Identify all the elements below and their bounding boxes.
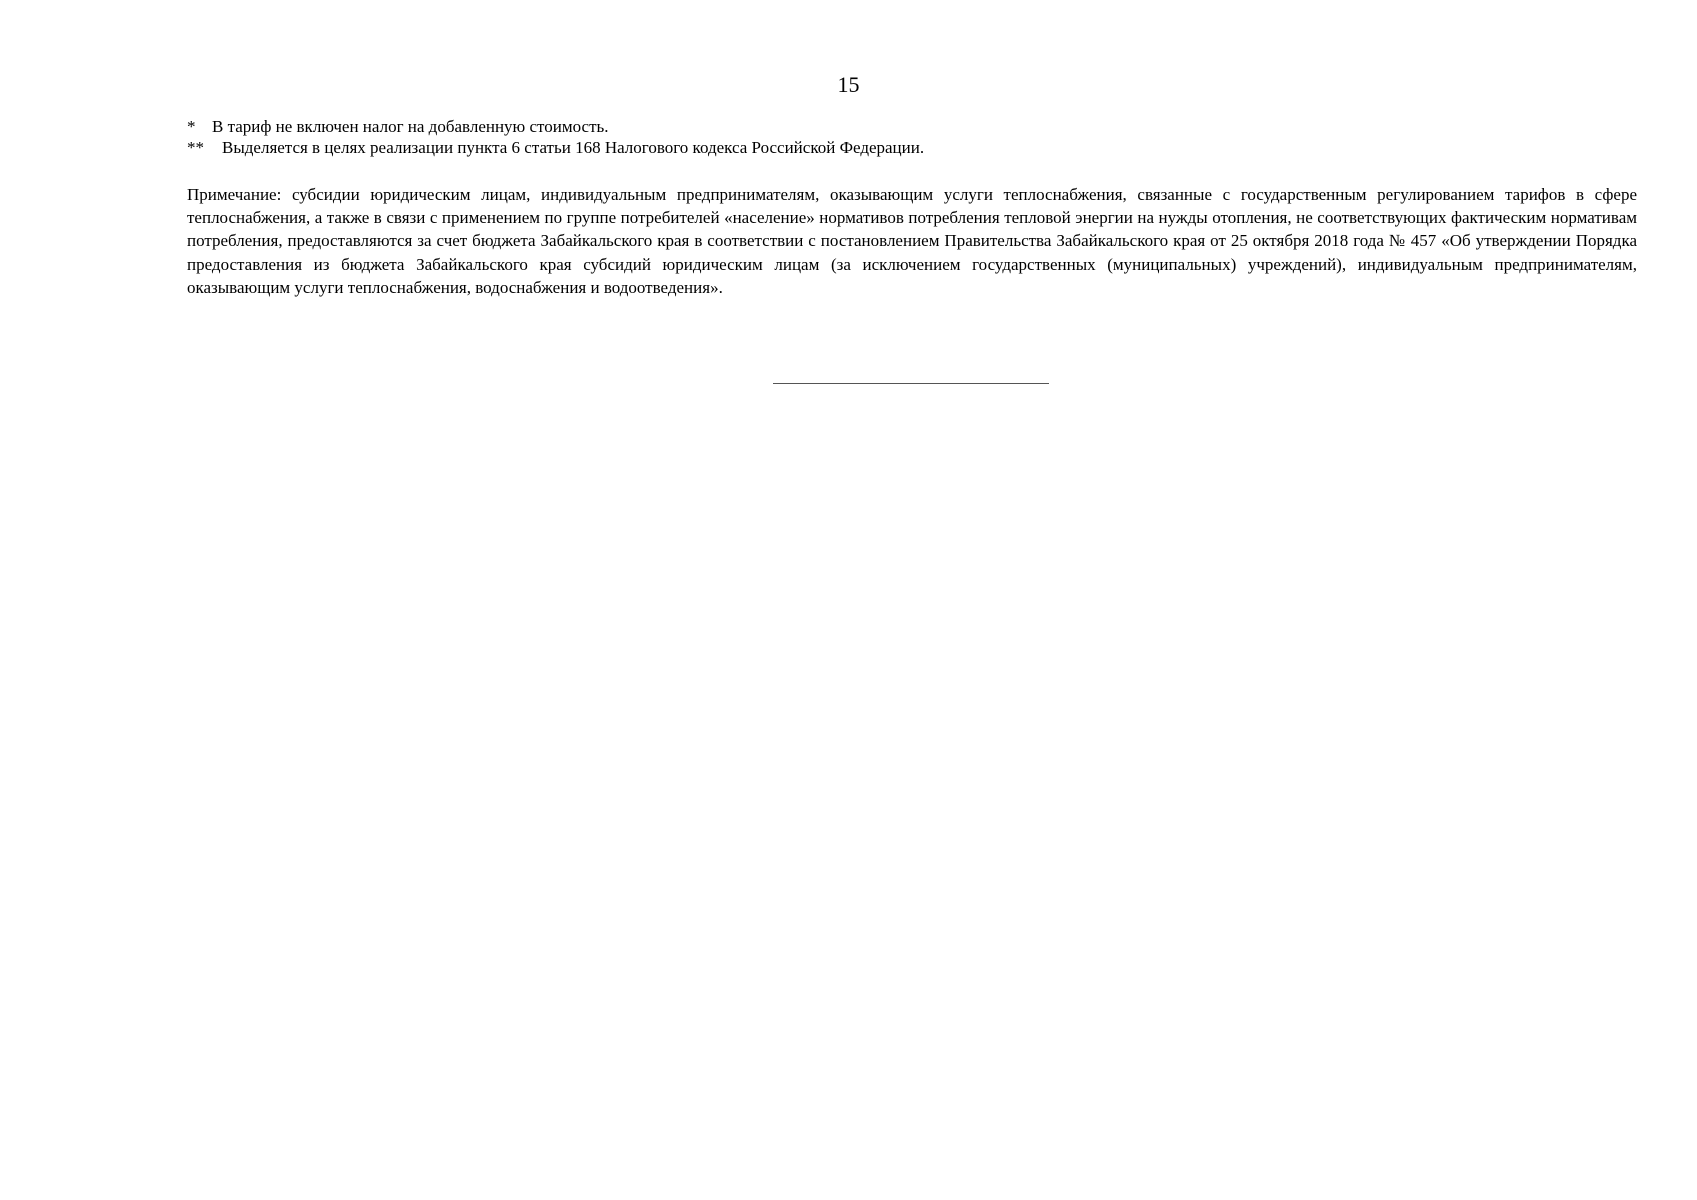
footnote-text: В тариф не включен налог на добавленную стоимость.: [212, 117, 609, 136]
footnote-text: Выделяется в целях реализации пункта 6 статьи 168 Налогового кодекса Российской Федерации.: [222, 138, 925, 157]
footnote-marker: **: [187, 138, 204, 157]
footnote-tax-code: [187, 137, 1637, 158]
note-paragraph: Примечание: субсидии юридическим лицам, индивидуальным предпринимателям, оказывающим услуги теплоснабжения, связанные с государственным регулированием тарифов в сфере теплоснабжения, а также в связи с применением по группе потребителей «население» нормативов потребления тепловой энергии на нужды отопления, не соответствующих фактическим нормативам потребления, предоставляются за счет бюджета Забайкальского края в соответствии с постановлением Правительства Забайкальского края от 25 октября 2018 года № 457 «Об утверждении Порядка предоставления из бюджета Забайкальского края субсидий юридическим лицам (за исключением государственных (муниципальных) учреждений), индивидуальным предпринимателям, оказывающим услуги теплоснабжения, водоснабжения и водоотведения».: [187, 185, 1637, 297]
end-separator-line: [773, 383, 1049, 384]
page-number: 15: [837, 72, 860, 97]
footnote-marker: *: [187, 117, 196, 136]
footnotes: [187, 116, 1637, 158]
footnote-vat: [187, 116, 1637, 137]
